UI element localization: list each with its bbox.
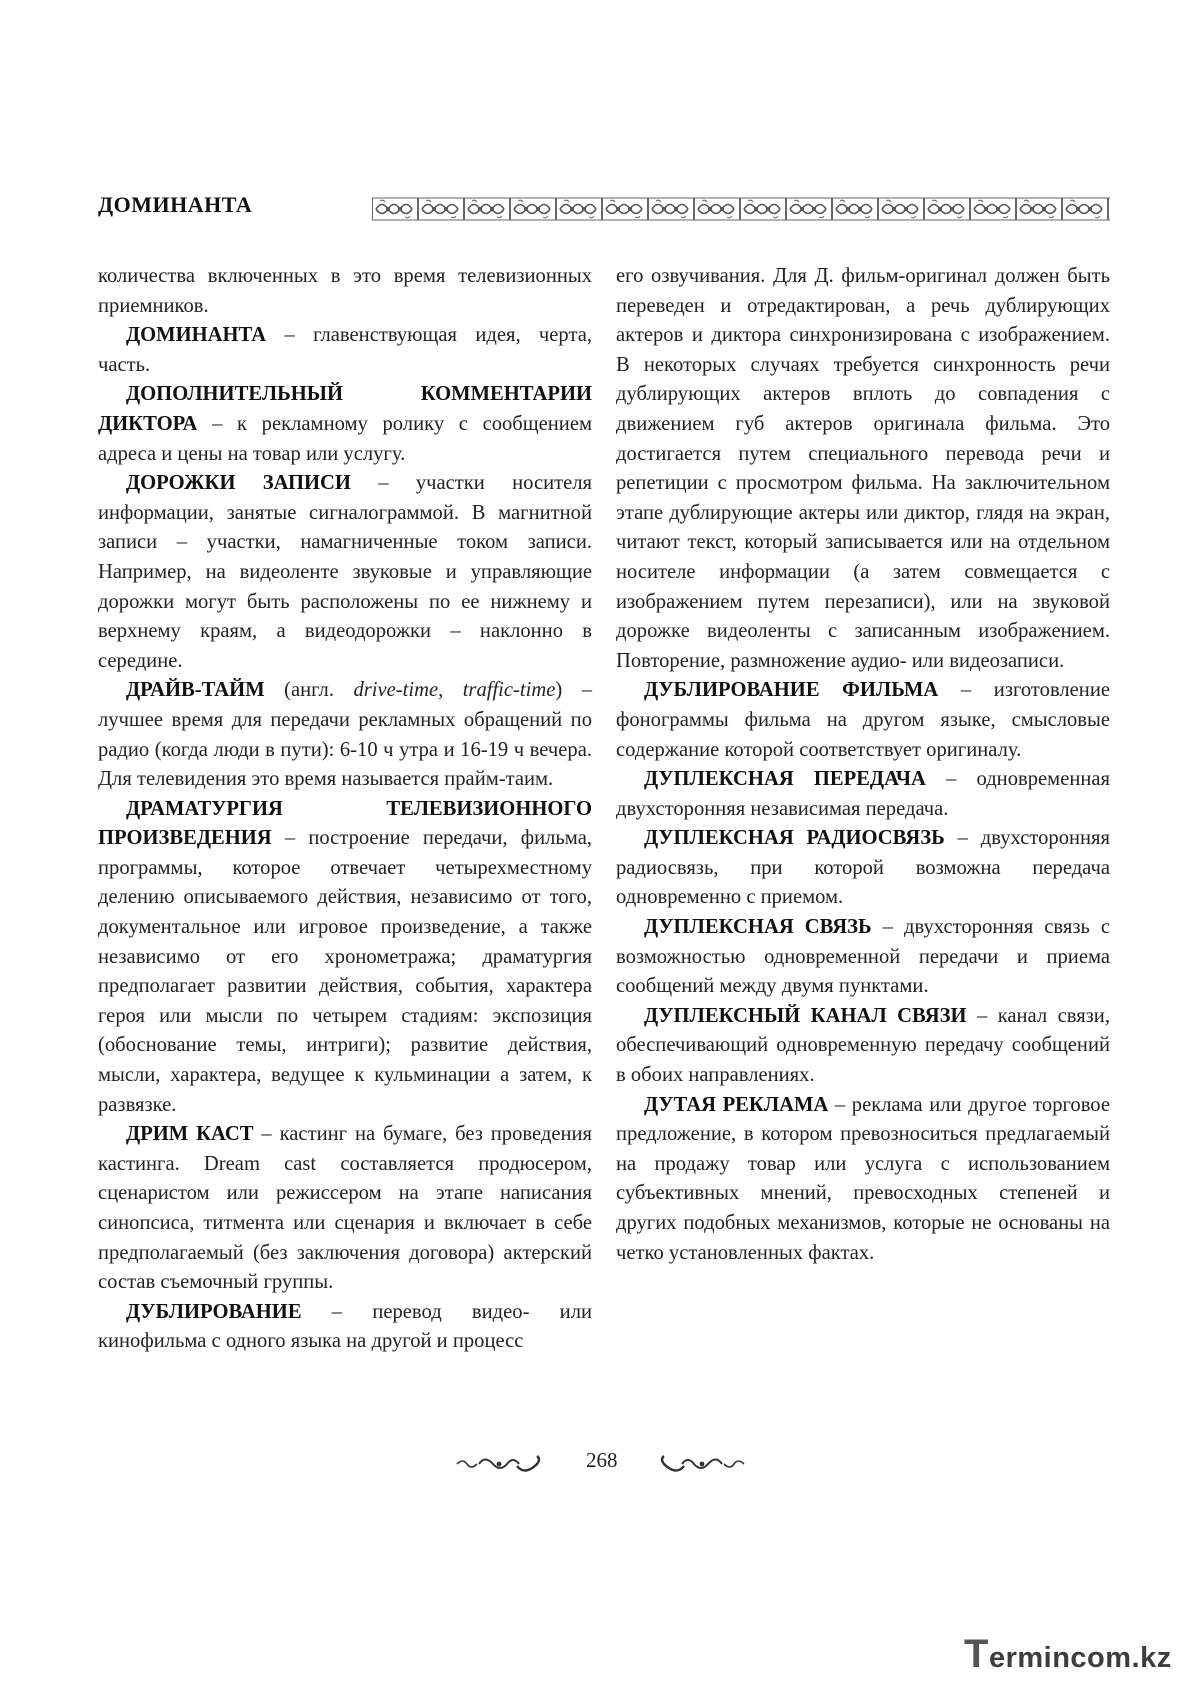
dictionary-entry: [616, 913, 1110, 1002]
entry-definition: – перевод видео- или кинофильма с одного языка на другой и процесс: [98, 1300, 592, 1353]
watermark-text-a: erminc: [988, 1642, 1088, 1674]
entry-prefix: (англ.: [264, 679, 354, 702]
dictionary-entry: [616, 262, 1110, 676]
entry-definition: – изготовление фонограммы фильма на другом языке, смысловые содержание которой соответствует оригиналу.: [616, 679, 1110, 761]
site-watermark: [964, 1632, 1172, 1677]
footer-ornament-right-icon: [658, 1452, 746, 1478]
dictionary-entry: [98, 1298, 592, 1357]
entry-term: ДУБЛИРОВАНИЕ: [126, 1300, 302, 1323]
dictionary-entry: [98, 676, 592, 794]
entry-term: ДРИМ КАСТ: [126, 1123, 254, 1146]
dictionary-entry: [98, 380, 592, 469]
entry-term: ДУПЛЕКСНАЯ ПЕРЕДАЧА: [644, 768, 926, 791]
entry-definition: – главенствующая идея, черта, часть.: [98, 324, 592, 376]
dictionary-entry: [616, 765, 1110, 824]
dictionary-entry: [616, 824, 1110, 913]
entry-term: ДРАМАТУРГИЯ ТЕЛЕВИЗИОННОГО ПРОИЗВЕДЕНИЯ: [98, 797, 592, 850]
entry-definition: – канал связи, обеспечивающий одновременную передачу сообщений в обоих направлениях.: [616, 1004, 1110, 1087]
dictionary-entry: [98, 1120, 592, 1298]
entry-definition: его озвучивания. Для Д. фильм-оригинал должен быть переведен и отредактирован, а речь дублирующих актеров и диктора синхронизирована с изображением. В некоторых случаях требуется синхронность речи дублирующих актеров вплоть до совпадения с движением губ актеров оригинала фильма. Это достигается путем специального перевода речи и репетиции с просмотром фильма. На заключительном этапе дублирующие актеры или диктор, глядя на экран, читают текст, который записывается или на отдельном носителе информации (а затем совмещается с изображением путем перезаписи), или на звуковой дорожке видеоленты с записанным изображением. Повторение, размножение аудио- или видеозаписи.: [616, 265, 1110, 672]
watermark-o: o: [1087, 1642, 1106, 1674]
dictionary-entry: [98, 795, 592, 1121]
left-column: [98, 262, 592, 1357]
watermark-text-b: m.kz: [1105, 1642, 1172, 1674]
entry-term: ДОМИНАНТА: [126, 324, 267, 347]
entry-definition: – двухсторонняя связь с возможностью одновременной передачи и приема сообщений между двумя пунктами.: [616, 916, 1110, 998]
entry-definition: – кастинг на бумаге, без проведения кастинга. Dream cast составляется продюсером, сценаристом или режиссером на этапе написания синопсиса, титмента или сценария и включает в себе предполагаемый (без заключения договора) актерский состав съемочный группы.: [98, 1123, 592, 1294]
dictionary-entry: [616, 1002, 1110, 1091]
entry-definition: – к рекламному ролику с сообщением адреса и цены на товар или услугу.: [98, 412, 592, 465]
dictionary-entry: [98, 262, 592, 321]
page-number: 268: [586, 1448, 618, 1472]
entry-term: ДУТАЯ РЕКЛАМА: [644, 1093, 829, 1116]
dictionary-entry: [616, 676, 1110, 765]
page-footer: [0, 1448, 1191, 1488]
entry-definition: – одновременная двухсторонняя независимая передача.: [616, 768, 1110, 820]
entry-term: ДОРОЖКИ ЗАПИСИ: [126, 472, 351, 495]
entry-definition: – двухсторонняя радиосвязь, при которой возможна передача одновременно с приемом.: [616, 827, 1110, 909]
entry-term: ДУПЛЕКСНАЯ РАДИОСВЯЗЬ: [644, 827, 945, 850]
entry-definition: количества включенных в это время телевизионных приемников.: [98, 265, 592, 317]
entry-definition: – участки носителя информации, занятые сигналограммой. В магнитной записи – участки, намагниченные током записи. Например, на видеоленте звуковые и управляющие дорожки могут быть расположены по ее нижнему и верхнему краям, а видеодорожки – наклонно в середине.: [98, 472, 592, 672]
entry-term: ДРАЙВ-ТАЙМ: [126, 679, 265, 702]
dictionary-entry: [98, 321, 592, 380]
entry-definition: – построение передачи, фильма, программы, которое отвечает четырехместному делению описываемого действия, независимо от того, документальное или игровое произведение, а также независимо от его хронометража; драматургия предполагает развитии действия, события, характера героя или мысли по четырем стадиям: экспозиция (обоснование темы, интриги); развитие действия, мысли, характера, ведущее к кульминации а затем, к развязке.: [98, 827, 592, 1116]
entry-term: ДУПЛЕКСНЫЙ КАНАЛ СВЯЗИ: [644, 1004, 967, 1027]
entry-term: ДУБЛИРОВАНИЕ ФИЛЬМА: [644, 679, 939, 702]
watermark-t: T: [964, 1632, 989, 1676]
entry-term: ДУПЛЕКСНАЯ СВЯЗЬ: [644, 916, 872, 939]
dictionary-entry: [98, 469, 592, 676]
entry-definition: – реклама или другое торговое предложение, в котором превозноситься предлагаемый на продажу товар или услуга с использованием субъективных мнений, превосходных степеней и других подобных механизмов, которые не основаны на четко установленных фактах.: [616, 1093, 1110, 1264]
entry-definition: ) – лучшее время для передачи рекламных обращений по радио (когда люди в пути): 6-10 ч утра и 16-19 ч вечера. Для телевидения это время называется прайм-таим.: [98, 679, 592, 791]
entry-italic: drive-time, traffic-time: [353, 679, 556, 702]
footer-ornament-left-icon: [455, 1452, 543, 1478]
right-column: [616, 262, 1110, 1268]
page-header-title: ДОМИНАНТА: [98, 192, 253, 217]
ornament-border-icon: [372, 196, 1110, 222]
dictionary-entry: [616, 1091, 1110, 1269]
entry-term: ДОПОЛНИТЕЛЬНЫЙ КОММЕНТАРИИ ДИКТОРА: [98, 383, 592, 435]
